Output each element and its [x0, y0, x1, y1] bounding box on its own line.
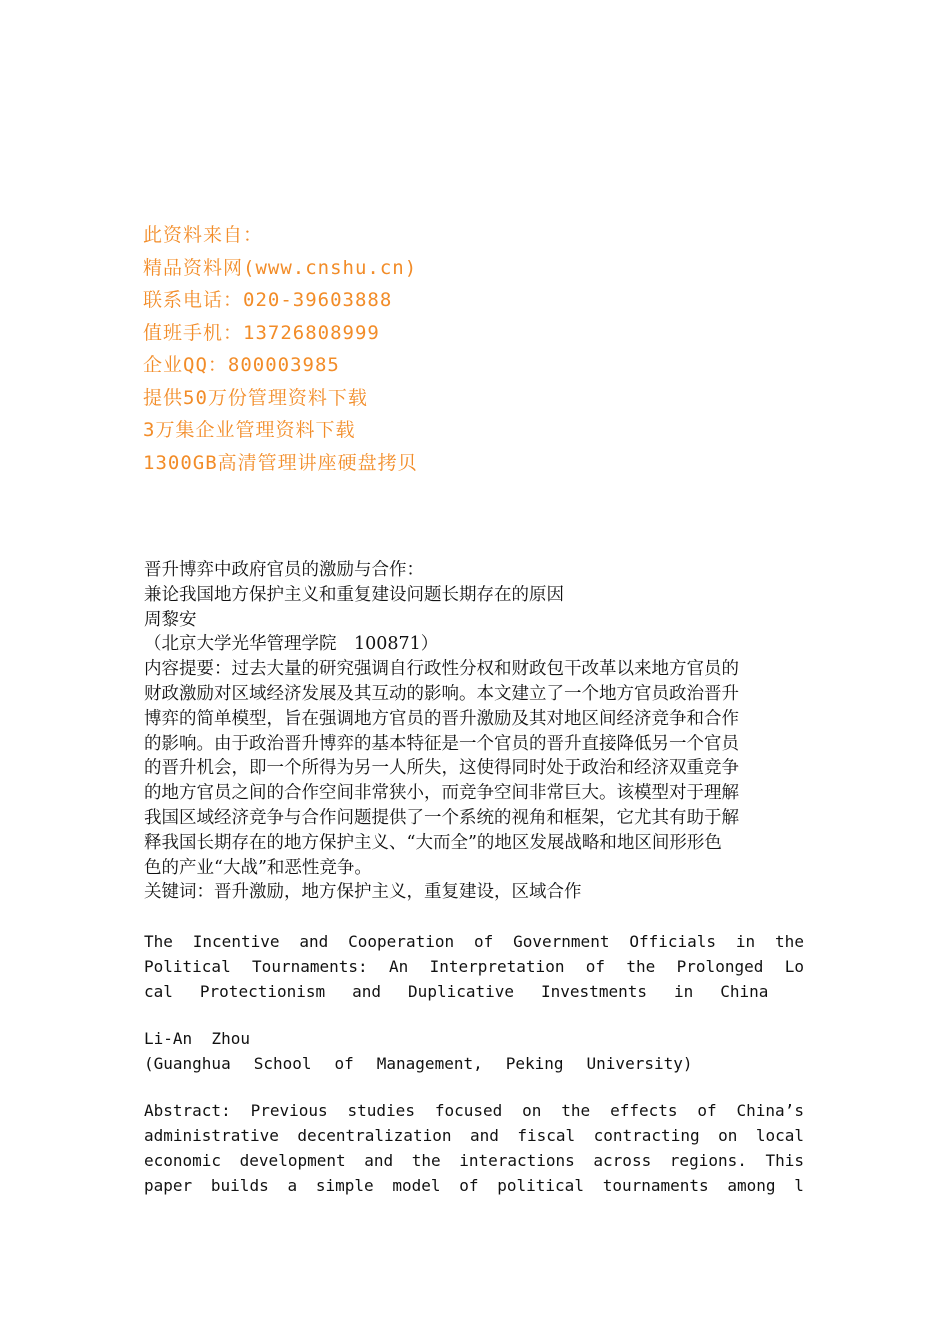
- word: development: [239, 1151, 346, 1170]
- abstract-en-line: [144, 1123, 804, 1148]
- english-title-line: [144, 979, 804, 1004]
- word: Lo: [784, 957, 804, 976]
- word: China’s: [736, 1101, 804, 1120]
- word: a: [287, 1176, 298, 1195]
- word: and: [364, 1151, 394, 1170]
- word: University): [586, 1054, 693, 1073]
- promo-website: 精品资料网(www.cnshu.cn): [143, 256, 418, 279]
- word: of: [334, 1054, 354, 1073]
- word: Officials: [629, 932, 717, 951]
- word: builds: [210, 1176, 269, 1195]
- english-author-block: [144, 1026, 804, 1076]
- keywords-cn: 关键词：晋升激励，地方保护主义，重复建设，区域合作: [144, 882, 582, 903]
- word: Incentive: [192, 932, 280, 951]
- abstract-cn: [144, 657, 804, 880]
- word: interactions: [459, 1151, 575, 1170]
- word: and: [469, 1126, 499, 1145]
- word: (Guanghua: [144, 1054, 231, 1073]
- promo-offer-1: 提供50万份管理资料下载: [143, 386, 368, 409]
- abstract-cn-line: 博弈的简单模型，旨在强调地方官员的晋升激励及其对地区间经济竞争和合作: [144, 708, 739, 729]
- word: Management,: [376, 1054, 483, 1073]
- word: Previous: [250, 1101, 328, 1120]
- promo-offer-3: 1300GB高清管理讲座硬盘拷贝: [143, 451, 418, 474]
- word: School: [253, 1054, 312, 1073]
- promo-mobile: 值班手机：13726808999: [143, 321, 380, 344]
- word: cal: [144, 982, 173, 1001]
- word: on: [522, 1101, 542, 1120]
- affiliation-cn: （北京大学光华管理学院 100871）: [144, 634, 439, 655]
- english-title-line: [144, 954, 804, 979]
- word: Protectionism: [199, 982, 326, 1001]
- word: the: [626, 957, 656, 976]
- abstract-cn-line: 我国区域经济竞争与合作问题提供了一个系统的视角和框架，它尤其有助于解: [144, 807, 739, 828]
- word: political: [497, 1176, 584, 1195]
- word: in: [735, 932, 756, 951]
- abstract-cn-line: 财政激励对区域经济发展及其互动的影响。本文建立了一个地方官员政治晋升: [144, 683, 739, 704]
- word: China: [720, 982, 769, 1001]
- word: model: [392, 1176, 441, 1195]
- english-abstract: [144, 1098, 804, 1198]
- article-title-cn: 晋升博弈中政府官员的激励与合作：: [144, 560, 424, 580]
- word: focused: [434, 1101, 503, 1120]
- word: simple: [315, 1176, 374, 1195]
- word: decentralization: [297, 1126, 452, 1145]
- word: Prolonged: [676, 957, 764, 976]
- word: local: [755, 1126, 804, 1145]
- word: among: [727, 1176, 776, 1195]
- word: regions.: [669, 1151, 747, 1170]
- abstract-cn-line: 色的产业“大战”和恶性竞争。: [144, 857, 372, 878]
- abstract-cn-line: 的晋升机会，即一个所得为另一人所失，这使得同时处于政治和经济双重竞争: [144, 758, 739, 779]
- word: and: [299, 932, 329, 951]
- promo-phone: 联系电话：020-39603888: [143, 289, 393, 311]
- word: contracting: [593, 1126, 700, 1145]
- word: administrative: [144, 1126, 279, 1145]
- abstract-cn-line: 的影响。由于政治晋升博弈的基本特征是一个官员的晋升直接降低另一个官员: [144, 733, 739, 754]
- word: Peking: [505, 1054, 564, 1073]
- word: Interpretation: [429, 957, 565, 976]
- promo-qq: 企业QQ：800003985: [143, 354, 340, 376]
- word: Political: [144, 957, 231, 976]
- abstract-en-line: [144, 1173, 804, 1198]
- word: This: [765, 1151, 804, 1170]
- word: Tournaments:: [252, 957, 368, 976]
- abstract-en-line: [144, 1148, 804, 1173]
- chinese-article: [144, 558, 804, 905]
- word: across: [593, 1151, 652, 1170]
- author-en: [144, 1026, 804, 1051]
- word: the: [411, 1151, 441, 1170]
- promo-offer-2: 3万集企业管理资料下载: [143, 419, 356, 441]
- affiliation-en: [144, 1051, 804, 1076]
- word: An: [388, 957, 409, 976]
- english-title-line: [144, 929, 804, 954]
- word: The: [144, 932, 173, 951]
- author-cn: 周黎安: [144, 609, 197, 630]
- word: of: [473, 932, 494, 951]
- word: on: [718, 1126, 738, 1145]
- word: Abstract:: [144, 1101, 231, 1120]
- word: studies: [347, 1101, 415, 1120]
- word: of: [585, 957, 606, 976]
- article-subtitle-cn: 兼论我国地方保护主义和重复建设问题长期存在的原因: [144, 584, 564, 605]
- word: the: [561, 1101, 591, 1120]
- word: l: [794, 1176, 804, 1195]
- abstract-cn-line: 的地方官员之间的合作空间非常狭小，而竞争空间非常巨大。该模型对于理解: [144, 783, 739, 804]
- abstract-en-line: [144, 1098, 804, 1123]
- word: tournaments: [602, 1176, 709, 1195]
- english-title: [144, 929, 804, 1004]
- word: fiscal: [517, 1126, 576, 1145]
- word: of: [697, 1101, 717, 1120]
- word: Cooperation: [348, 932, 455, 951]
- word: and: [352, 982, 382, 1001]
- word: Investments: [541, 982, 647, 1001]
- word: Duplicative: [408, 982, 515, 1001]
- author-en-name: Li-An Zhou: [144, 1029, 250, 1048]
- word: in: [673, 982, 694, 1001]
- word: the: [775, 932, 804, 951]
- abstract-cn-line: 释我国长期存在的地方保护主义、“大而全”的地区发展战略和地区间形形色: [144, 832, 722, 853]
- word: effects: [610, 1101, 678, 1120]
- promo-block: [143, 219, 823, 479]
- word: paper: [144, 1176, 193, 1195]
- abstract-cn-line: 内容提要：过去大量的研究强调自行政性分权和财政包干改革以来地方官员的: [144, 659, 739, 680]
- word: of: [459, 1176, 479, 1195]
- word: Government: [513, 932, 610, 951]
- promo-source-label: 此资料来自：: [143, 224, 264, 246]
- word: economic: [144, 1151, 222, 1170]
